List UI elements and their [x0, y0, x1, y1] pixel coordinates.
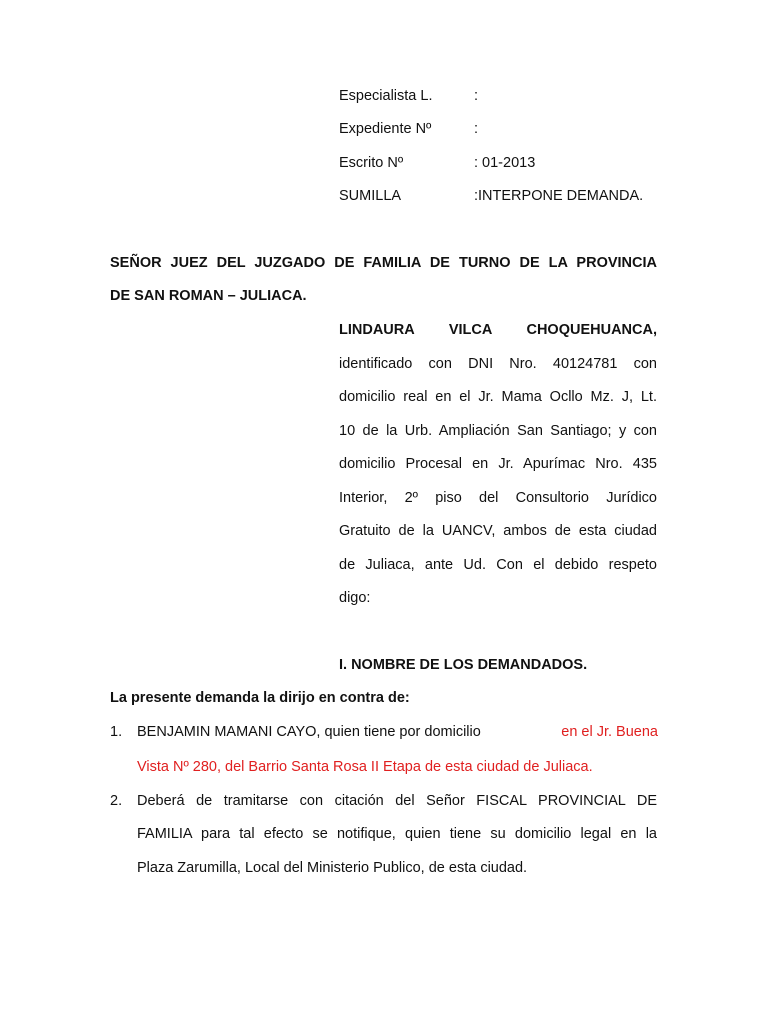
petitioner-line: identificado con DNI Nro. 40124781 con [339, 356, 657, 372]
petitioner-line: Gratuito de la UANCV, ambos de esta ciudad [339, 523, 657, 539]
document-number-label: Escrito Nº [339, 155, 404, 171]
section-1-intro: La presente demanda la dirijo en contra de: [110, 690, 410, 706]
document-number-value: : 01-2013 [474, 155, 536, 171]
file-number-label: Expediente Nº [339, 121, 432, 137]
defendant-2-line-2: FAMILIA para tal efecto se notifique, quien tiene su domicilio legal en la [137, 826, 657, 842]
petitioner-line: digo: [339, 590, 371, 606]
defendant-1-address: en el Jr. Buena [561, 724, 658, 740]
addressee-line-1: SEÑOR JUEZ DEL JUZGADO DE FAMILIA DE TURNO DE LA PROVINCIA [110, 255, 657, 271]
section-1-title: I. NOMBRE DE LOS DEMANDADOS. [339, 657, 588, 673]
petitioner-line: domicilio real en el Jr. Mama Ocllo Mz. J, Lt. [339, 389, 657, 405]
defendant-2-line-3: Plaza Zarumilla, Local del Ministerio Publico, de esta ciudad. [137, 860, 528, 876]
file-number-value: : [474, 121, 479, 137]
petitioner-line: Interior, 2º piso del Consultorio Jurídico [339, 490, 657, 506]
list-number: 2. [110, 793, 123, 809]
list-number: 1. [110, 724, 123, 740]
petitioner-line: 10 de la Urb. Ampliación San Santiago; y con [339, 423, 657, 439]
summary-label: SUMILLA [339, 188, 402, 204]
specialist-value: : [474, 88, 479, 104]
petitioner-name: LINDAURA VILCA CHOQUEHUANCA, [339, 322, 657, 338]
addressee-line-2: DE SAN ROMAN – JULIACA. [110, 288, 307, 304]
petitioner-line: de Juliaca, ante Ud. Con el debido respeto [339, 557, 657, 573]
defendant-1-text: BENJAMIN MAMANI CAYO, quien tiene por domicilio [137, 724, 481, 740]
summary-value: :INTERPONE DEMANDA. [474, 188, 644, 204]
specialist-label: Especialista L. [339, 88, 433, 104]
petitioner-line: domicilio Procesal en Jr. Apurímac Nro. 435 [339, 456, 657, 472]
defendant-2-line-1: Deberá de tramitarse con citación del Señor FISCAL PROVINCIAL DE [137, 793, 657, 809]
defendant-1-address-cont: Vista Nº 280, del Barrio Santa Rosa II Etapa de esta ciudad de Juliaca. [137, 759, 593, 775]
